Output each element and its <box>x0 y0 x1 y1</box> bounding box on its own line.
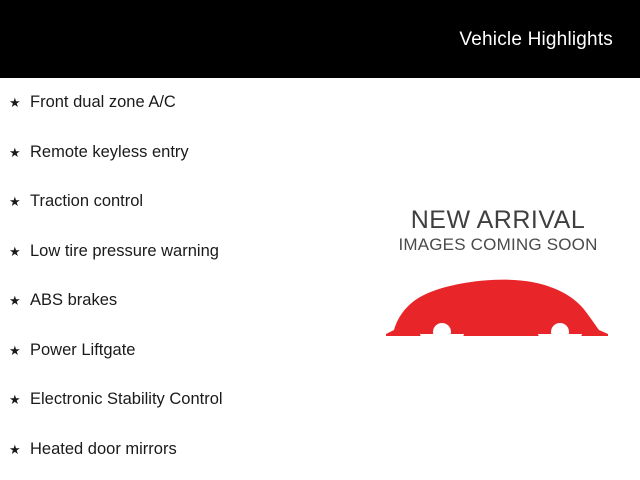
header-bar <box>0 0 640 78</box>
highlight-label: Traction control <box>30 192 144 210</box>
page-title: Vehicle Highlights <box>459 29 613 50</box>
list-item <box>0 276 330 326</box>
image-placeholder <box>368 190 628 375</box>
star-icon: ★ <box>9 144 21 160</box>
highlight-label: Low tire pressure warning <box>30 241 219 260</box>
highlight-label: ABS brakes <box>30 291 118 309</box>
star-icon: ★ <box>9 392 21 407</box>
highlight-label: Heated door mirrors <box>30 439 177 458</box>
highlight-label: Power Liftgate <box>30 340 136 359</box>
new-arrival-text: NEW ARRIVAL <box>410 206 586 234</box>
star-icon: ★ <box>9 194 21 209</box>
star-icon: ★ <box>9 293 21 308</box>
star-icon: ★ <box>9 243 21 259</box>
highlight-label: Electronic Stability Control <box>30 390 223 408</box>
list-item <box>0 78 330 128</box>
star-icon: ★ <box>9 95 21 110</box>
images-coming-soon-text: IMAGES COMING SOON <box>398 235 598 254</box>
highlight-label: Front dual zone A/C <box>30 93 176 111</box>
vehicle-highlights-list <box>0 78 330 474</box>
star-icon: ★ <box>9 441 21 457</box>
list-item <box>0 375 330 425</box>
list-item <box>0 326 330 376</box>
list-item <box>0 128 330 178</box>
star-icon: ★ <box>9 342 21 358</box>
highlight-label: Remote keyless entry <box>30 142 189 161</box>
covered-car-icon <box>380 268 616 340</box>
list-item <box>0 425 330 475</box>
list-item <box>0 227 330 277</box>
list-item <box>0 177 330 227</box>
